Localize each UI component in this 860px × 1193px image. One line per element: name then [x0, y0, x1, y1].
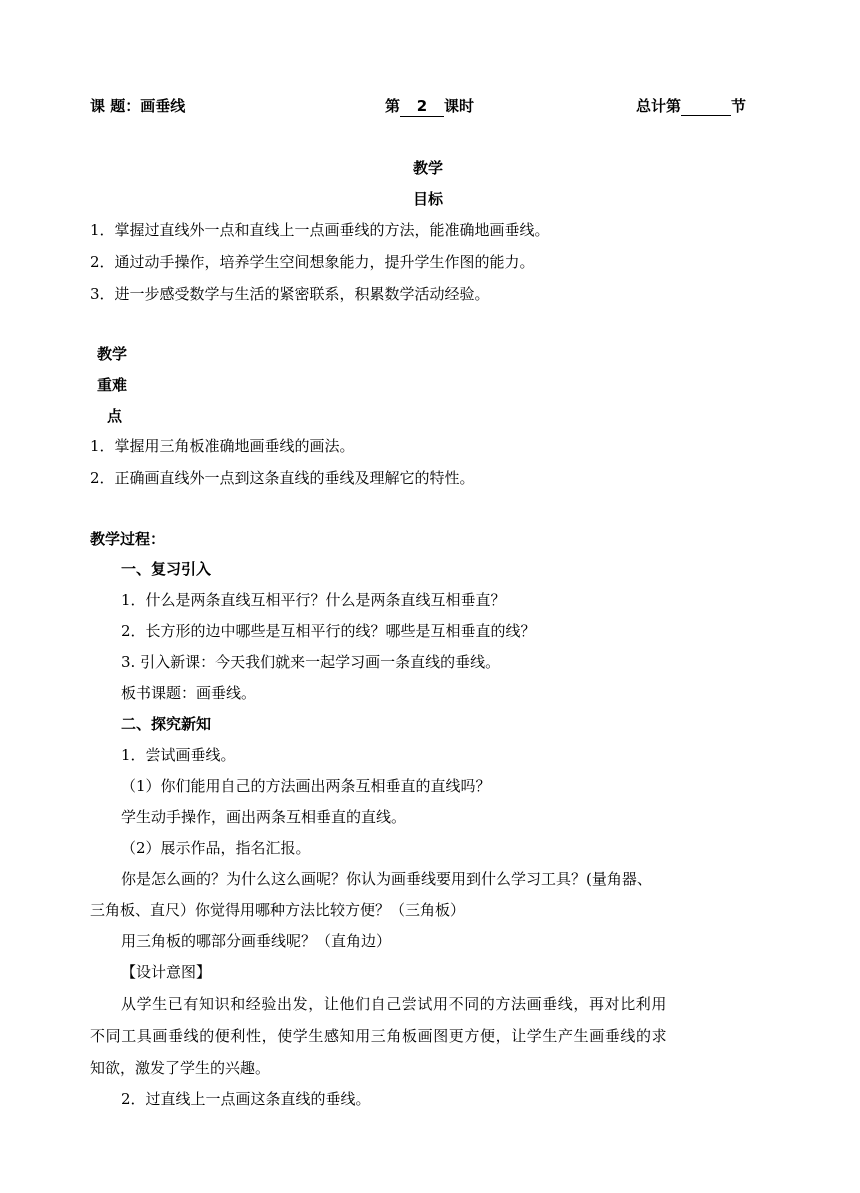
topic-title: 画垂线 [140, 97, 186, 115]
design-line-2: 不同工具画垂线的便利性，使学生感知用三角板画图更方便，让学生产生画垂线的求 [90, 1027, 668, 1045]
section1-title: 一、复习引入 [121, 560, 212, 578]
topic-label: 课 题： [90, 97, 141, 115]
paragraph-2: 用三角板的哪部分画垂线呢？（直角边） [121, 932, 392, 950]
lesson-suffix: 课时 [444, 97, 475, 115]
lesson-prefix: 第 [385, 97, 401, 115]
objective-item-3: 3．进一步感受数学与生活的紧密联系，积累数学活动经验。 [90, 285, 490, 303]
topic-line [90, 96, 185, 116]
total-suffix: 节 [731, 97, 747, 115]
lesson-number: 2 [400, 96, 444, 117]
keypoint-item-2: 2．正确画直线外一点到这条直线的垂线及理解它的特性。 [90, 469, 475, 487]
section1-item-1: 1．什么是两条直线互相平行？什么是两条直线互相垂直？ [121, 591, 506, 609]
question-1: （1）你们能用自己的方法画出两条互相垂直的直线吗？ [121, 777, 491, 795]
keypoints-heading-3: 点 [107, 407, 123, 425]
step-2: 2．过直线上一点画这条直线的垂线。 [121, 1090, 371, 1108]
keypoints-heading-2: 重难 [97, 376, 128, 394]
total-number [681, 97, 731, 116]
section2-title: 二、探究新知 [121, 715, 212, 733]
design-line-1: 从学生已有知识和经验出发，让他们自己尝试用不同的方法画垂线，再对比利用 [121, 995, 668, 1013]
section1-item-2: 2．长方形的边中哪些是互相平行的线？哪些是互相垂直的线？ [121, 622, 536, 640]
section1-item-3: 3. 引入新课：今天我们就来一起学习画一条直线的垂线。 [121, 653, 501, 671]
design-intent-heading: 【设计意图】 [121, 963, 212, 981]
process-heading: 教学过程： [90, 530, 166, 548]
total-line [636, 96, 746, 116]
question-2: （2）展示作品，指名汇报。 [121, 839, 311, 857]
design-line-3: 知欲，激发了学生的兴趣。 [90, 1059, 271, 1077]
total-prefix: 总计第 [636, 97, 682, 115]
objectives-heading-1: 教学 [413, 159, 444, 177]
keypoints-heading-1: 教学 [97, 345, 128, 363]
section1-item-4: 板书课题：画垂线。 [121, 684, 257, 702]
objective-item-1: 1．掌握过直线外一点和直线上一点画垂线的方法，能准确地画垂线。 [90, 221, 550, 239]
step-1: 1．尝试画垂线。 [121, 746, 236, 764]
objectives-heading-2: 目标 [413, 190, 444, 208]
paragraph-1-line-1: 你是怎么画的？为什么这么画呢？你认为画垂线要用到什么学习工具？(量角器、 [121, 870, 652, 888]
objective-item-2: 2．通过动手操作，培养学生空间想象能力，提升学生作图的能力。 [90, 253, 535, 271]
question-1-answer: 学生动手操作，画出两条互相垂直的直线。 [121, 808, 407, 826]
lesson-line [385, 96, 474, 117]
paragraph-1-line-2: 三角板、直尺）你觉得用哪种方法比较方便？（三角板） [90, 901, 466, 919]
keypoint-item-1: 1．掌握用三角板准确地画垂线的画法。 [90, 437, 355, 455]
